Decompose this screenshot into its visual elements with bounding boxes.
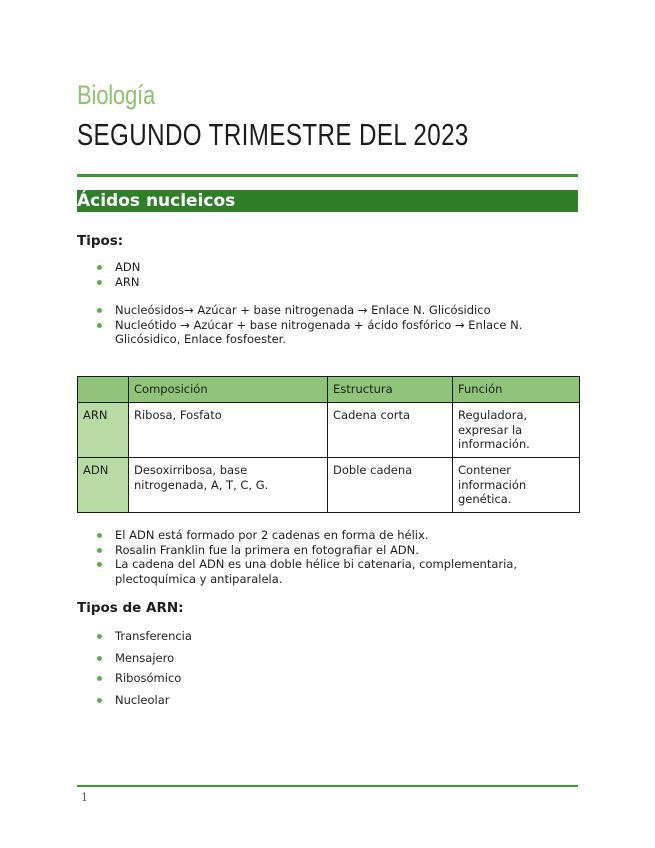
list-item: El ADN está formado por 2 cadenas en forma de hélix. [77,528,578,543]
list-item: Transferencia [77,629,578,644]
table-header-row [78,377,580,403]
list-item: Nucleósidos→ Azúcar + base nitrogenada → Enlace N. Glicósidico [77,303,578,318]
table-cell: Doble cadena [328,458,453,513]
tipos-heading: Tipos: [77,233,124,249]
bullet-icon [97,280,102,285]
bullet-icon [97,308,102,313]
comparison-table [77,376,580,513]
header-rule [77,174,578,177]
bullet-icon [97,656,102,661]
column-header: Función [453,377,580,403]
page-number: 1 [81,791,88,804]
bullet-icon [97,698,102,703]
bullet-icon [97,323,102,328]
list-item: Ribosómico [77,671,578,686]
table-cell: Contener información genética. [453,458,580,513]
notas-list [77,528,578,586]
bullet-icon [97,562,102,567]
tipos-list [77,260,578,289]
table-corner-cell [78,377,129,403]
footer-rule [77,785,578,787]
column-header: Composición [129,377,328,403]
componentes-list [77,303,578,347]
row-header-cell: ARN [78,403,129,458]
bullet-icon [97,634,102,639]
list-item: Nucleótido → Azúcar + base nitrogenada + ácido fosfórico → Enlace N. Glicósidico, Enlace fosfoester. [77,318,578,347]
list-item: Rosalin Franklin fue la primera en fotografiar el ADN. [77,543,578,558]
column-header: Estructura [328,377,453,403]
tipos-arn-heading: Tipos de ARN: [77,600,184,616]
table-cell: Desoxirribosa, base nitrogenada, A, T, C, G. [129,458,328,513]
bullet-icon [97,676,102,681]
table-cell: Reguladora, expresar la información. [453,403,580,458]
table-row [78,403,580,458]
table-cell: Ribosa, Fosfato [129,403,328,458]
subject-title: Biología [77,80,156,110]
list-item: ARN [77,275,578,290]
table-cell: Cadena corta [328,403,453,458]
list-item: Nucleolar [77,693,578,708]
list-item: ADN [77,260,578,275]
tipos-arn-list [77,629,578,707]
list-item: Mensajero [77,651,578,666]
section-heading: Ácidos nucleicos [77,190,578,212]
document-title: SEGUNDO TRIMESTRE DEL 2023 [77,117,469,152]
bullet-icon [97,265,102,270]
table-row [78,458,580,513]
row-header-cell: ADN [78,458,129,513]
list-item: La cadena del ADN es una doble hélice bi catenaria, complementaria, plectoquímica y antiparalela. [77,557,578,586]
bullet-icon [97,548,102,553]
bullet-icon [97,533,102,538]
